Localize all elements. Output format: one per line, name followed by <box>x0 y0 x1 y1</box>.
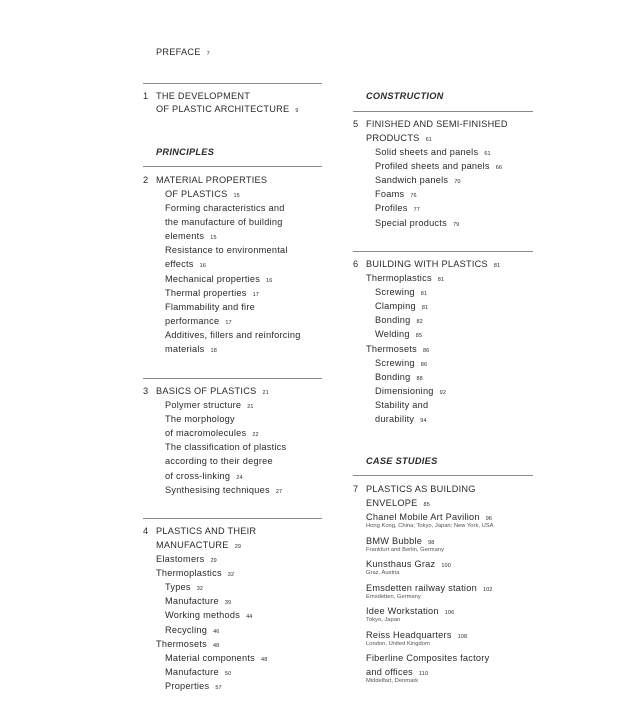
page-number: 77 <box>413 207 420 214</box>
chapter-number: 7 <box>353 484 359 494</box>
case-study-title: Emsdetten railway station <box>366 582 477 593</box>
page-number: 96 <box>485 516 493 522</box>
toc-entry[interactable] <box>165 343 217 357</box>
case-study-title: Kunsthaus Graz <box>366 559 436 569</box>
chapter-number: 6 <box>353 259 359 269</box>
page-number: 21 <box>247 404 254 410</box>
toc-entry[interactable] <box>165 329 307 343</box>
page-number: 61 <box>425 137 432 143</box>
page-number: 24 <box>236 474 243 481</box>
entry-title: Properties <box>165 680 210 691</box>
chapter-title-line: OF PLASTICS <box>165 189 228 199</box>
page-number: 81 <box>420 291 428 298</box>
entry-title: Profiled sheets and panels <box>375 161 490 172</box>
page-number: 48 <box>261 656 268 663</box>
toc-entry[interactable] <box>165 202 291 216</box>
section-heading-principles: PRINCIPLES <box>156 147 215 157</box>
page-number: 92 <box>439 389 446 396</box>
toc-entry[interactable] <box>165 441 292 455</box>
divider <box>143 83 322 84</box>
divider <box>143 378 322 379</box>
chapter-title-line[interactable]: MATERIAL PROPERTIES <box>156 175 268 185</box>
page-number: 76 <box>410 193 417 200</box>
entry-title: Manufacture <box>165 596 219 607</box>
toc-entry-chapter-1[interactable] <box>156 103 299 117</box>
entry-title: Thermoplastics <box>156 568 222 579</box>
case-study-title: BMW Bubble <box>366 535 423 546</box>
chapter-title-line: ENVELOPE <box>366 498 418 508</box>
entry-title: Polymer structure <box>165 400 242 410</box>
page-number: 79 <box>452 221 460 228</box>
chapter-title-line[interactable]: FINISHED AND SEMI-FINISHED <box>366 119 508 129</box>
toc-entry[interactable] <box>165 470 243 484</box>
toc-entry[interactable] <box>375 314 423 328</box>
toc-entry[interactable] <box>165 301 261 315</box>
entry-title: Thermosets <box>156 638 208 649</box>
entry-title: elements <box>165 231 205 242</box>
entry-title: the manufacture of building <box>165 217 283 228</box>
entry-title: Manufacture <box>165 666 219 677</box>
chapter-title-line[interactable]: THE DEVELOPMENT <box>156 91 251 101</box>
toc-entry[interactable] <box>375 300 428 314</box>
page-number: 22 <box>252 432 259 439</box>
page-number: 9 <box>295 108 299 114</box>
chapter-title-line: OF PLASTIC ARCHITECTURE <box>156 104 290 114</box>
chapter-title-line[interactable]: PLASTICS AND THEIR <box>156 526 257 536</box>
page-number: 32 <box>227 572 235 579</box>
toc-entry[interactable] <box>375 413 427 427</box>
toc-entry[interactable] <box>165 413 241 427</box>
page-number: 46 <box>213 628 220 635</box>
page-number: 29 <box>210 558 217 564</box>
toc-entry-chapter-6[interactable] <box>366 258 500 272</box>
toc-entry[interactable] <box>165 484 282 498</box>
entry-title: Profiles <box>375 203 408 214</box>
toc-entry[interactable] <box>165 652 267 666</box>
page-number: 88 <box>416 375 423 382</box>
chapter-title-line: PRODUCTS <box>366 133 420 143</box>
toc-entry[interactable] <box>165 427 259 441</box>
page-number: 16 <box>199 263 206 270</box>
toc-entry[interactable] <box>375 328 422 342</box>
entry-title: according to their degree <box>165 456 273 467</box>
page-number: 94 <box>420 418 427 424</box>
entry-title: Screwing <box>375 287 415 298</box>
case-study-title: Idee Workstation <box>366 606 439 616</box>
toc-entry[interactable] <box>375 174 461 188</box>
toc-entry[interactable] <box>366 272 444 286</box>
entry-title: Clamping <box>375 301 416 312</box>
page-number: 86 <box>420 361 428 368</box>
toc-entry[interactable] <box>375 399 434 413</box>
page-number: 48 <box>213 642 220 649</box>
toc-entry[interactable] <box>156 553 217 567</box>
entry-title: Thermosets <box>366 343 418 354</box>
chapter-number: 1 <box>143 91 149 101</box>
page-number: 27 <box>275 488 283 495</box>
page-number: 110 <box>419 671 429 677</box>
case-study-entry[interactable] <box>366 652 495 666</box>
chapter-number: 4 <box>143 526 149 536</box>
toc-entry[interactable] <box>165 258 206 272</box>
divider <box>143 518 322 519</box>
entry-title: Thermoplastics <box>366 273 432 283</box>
toc-entry[interactable] <box>375 217 459 231</box>
toc-entry[interactable] <box>165 455 279 469</box>
entry-title: Recycling <box>165 624 208 635</box>
page-number: 98 <box>428 539 435 546</box>
entry-title: Bonding <box>375 315 411 326</box>
section-heading-construction: CONSTRUCTION <box>366 91 444 101</box>
entry-title: performance <box>165 315 220 326</box>
page-number: 85 <box>423 502 430 508</box>
page-number: 44 <box>246 614 253 621</box>
toc-entry-chapter-4[interactable] <box>156 539 241 553</box>
toc-entry[interactable] <box>165 315 232 329</box>
entry-title: Thermal properties <box>165 287 247 298</box>
chapter-number: 5 <box>353 119 359 129</box>
page-number: 81 <box>493 263 501 269</box>
toc-entry[interactable] <box>165 609 252 623</box>
entry-title: materials <box>165 344 205 354</box>
toc-entry[interactable] <box>165 273 272 287</box>
page-number: 108 <box>457 633 468 640</box>
entry-title: Resistance to environmental <box>165 245 288 256</box>
toc-entry[interactable] <box>375 202 420 216</box>
section-heading-case-studies: CASE STUDIES <box>366 456 438 466</box>
toc-entry[interactable] <box>156 567 234 581</box>
case-study-title: Chanel Mobile Art Pavilion <box>366 512 480 522</box>
case-study-location: Middelfart, Denmark <box>366 678 419 684</box>
entry-title: Forming characteristics and <box>165 203 285 213</box>
toc-entry[interactable] <box>165 244 294 258</box>
page-number: 16 <box>266 277 273 284</box>
page-number: 70 <box>454 179 461 186</box>
case-study-title: Fiberline Composites factory <box>366 653 490 663</box>
toc-entry[interactable] <box>165 230 217 244</box>
entry-title: Synthesising techniques <box>165 484 270 495</box>
toc-entry[interactable] <box>366 343 429 357</box>
page-number: 66 <box>495 165 503 172</box>
toc-entry-preface[interactable] <box>156 46 210 60</box>
divider <box>353 111 533 112</box>
toc-entry[interactable] <box>165 666 231 680</box>
chapter-title-line: BUILDING WITH PLASTICS <box>366 259 488 269</box>
toc-entry-chapter-5[interactable] <box>366 132 432 146</box>
entry-title: Sandwich panels <box>375 175 449 186</box>
divider <box>143 166 322 167</box>
page-number: 29 <box>234 544 242 550</box>
chapter-number: 3 <box>143 386 149 396</box>
entry-title: effects <box>165 259 194 270</box>
toc-entry[interactable] <box>165 287 259 301</box>
entry-title: Solid sheets and panels <box>375 147 479 157</box>
toc-entry[interactable] <box>165 680 222 694</box>
page-number: 7 <box>206 51 210 57</box>
entry-title: Additives, fillers and reinforcing <box>165 329 301 340</box>
chapter-title-line: BASICS OF PLASTICS <box>156 386 257 396</box>
page-number: 50 <box>224 670 232 677</box>
page-number: 32 <box>196 586 204 593</box>
page-number: 86 <box>423 347 430 354</box>
case-study-location: Graz, Austria <box>366 570 400 576</box>
chapter-number: 2 <box>143 175 149 185</box>
page-number: 15 <box>233 193 240 199</box>
entry-title: Working methods <box>165 610 241 621</box>
entry-title: Bonding <box>375 371 411 382</box>
entry-title: Types <box>165 582 191 593</box>
toc-entry-chapter-3[interactable] <box>156 385 269 399</box>
divider <box>353 251 533 252</box>
entry-title: Welding <box>375 329 410 340</box>
page-number: 39 <box>224 600 232 607</box>
divider <box>353 475 533 476</box>
page-number: 17 <box>225 319 232 326</box>
chapter-title-line[interactable]: PLASTICS AS BUILDING <box>366 484 476 494</box>
entry-title: Special products <box>375 217 447 228</box>
page-number: 106 <box>444 610 455 616</box>
case-study-location: London, United Kingdom <box>366 640 430 647</box>
toc-entry[interactable] <box>165 216 289 230</box>
toc-entry[interactable] <box>165 581 203 595</box>
page-number: 81 <box>437 277 445 283</box>
entry-title: durability <box>375 414 415 424</box>
entry-title: The classification of plastics <box>165 442 287 453</box>
entry-title: of macromolecules <box>165 428 247 439</box>
entry-title: Mechanical properties <box>165 273 261 284</box>
page-number: 85 <box>415 333 423 340</box>
toc-entry-chapter-7[interactable] <box>366 497 430 511</box>
case-study-location: Emsdetten, Germany <box>366 593 421 600</box>
page-number: 82 <box>416 319 423 326</box>
page-number: 17 <box>252 291 259 298</box>
entry-title: Elastomers <box>156 554 205 564</box>
entry-title: Foams <box>375 189 405 200</box>
entry-title: of cross-linking <box>165 470 231 481</box>
toc-entry[interactable] <box>375 160 502 174</box>
page-number: 21 <box>262 390 269 396</box>
toc-entry[interactable] <box>375 371 423 385</box>
chapter-title-line: MANUFACTURE <box>156 540 229 550</box>
case-study-location: Hong Kong, China; Tokyo, Japan; New York, USA <box>366 523 494 529</box>
case-study-location: Tokyo, Japan <box>366 617 401 623</box>
entry-title: Screwing <box>375 357 415 368</box>
page-number: 57 <box>215 684 222 691</box>
toc-entry[interactable] <box>375 286 427 300</box>
toc-entry[interactable] <box>165 595 231 609</box>
page-number: 61 <box>484 151 491 157</box>
entry-title: Dimensioning <box>375 385 434 396</box>
toc-entry[interactable] <box>375 146 491 160</box>
case-study-location: Frankfurt and Berlin, Germany <box>366 546 444 553</box>
toc-entry[interactable] <box>165 624 219 638</box>
entry-title: Flammability and fire <box>165 301 256 312</box>
page-number: 15 <box>210 235 217 242</box>
toc-entry[interactable] <box>156 638 219 652</box>
toc-entry[interactable] <box>375 385 446 399</box>
page-number: 102 <box>482 586 493 593</box>
toc-entry[interactable] <box>165 399 254 413</box>
toc-entry[interactable] <box>375 188 417 202</box>
page-number: 81 <box>421 305 429 312</box>
entry-title: Stability and <box>375 399 429 410</box>
entry-title: Material components <box>165 652 256 663</box>
entry-title: PREFACE <box>156 47 201 57</box>
entry-title: The morphology <box>165 414 235 425</box>
page-number: 18 <box>210 348 217 354</box>
case-study-title: and offices <box>366 667 414 677</box>
toc-entry[interactable] <box>375 357 427 371</box>
toc-entry-chapter-2[interactable] <box>165 188 240 202</box>
page-number: 100 <box>441 563 451 569</box>
case-study-title: Reiss Headquarters <box>366 629 452 640</box>
